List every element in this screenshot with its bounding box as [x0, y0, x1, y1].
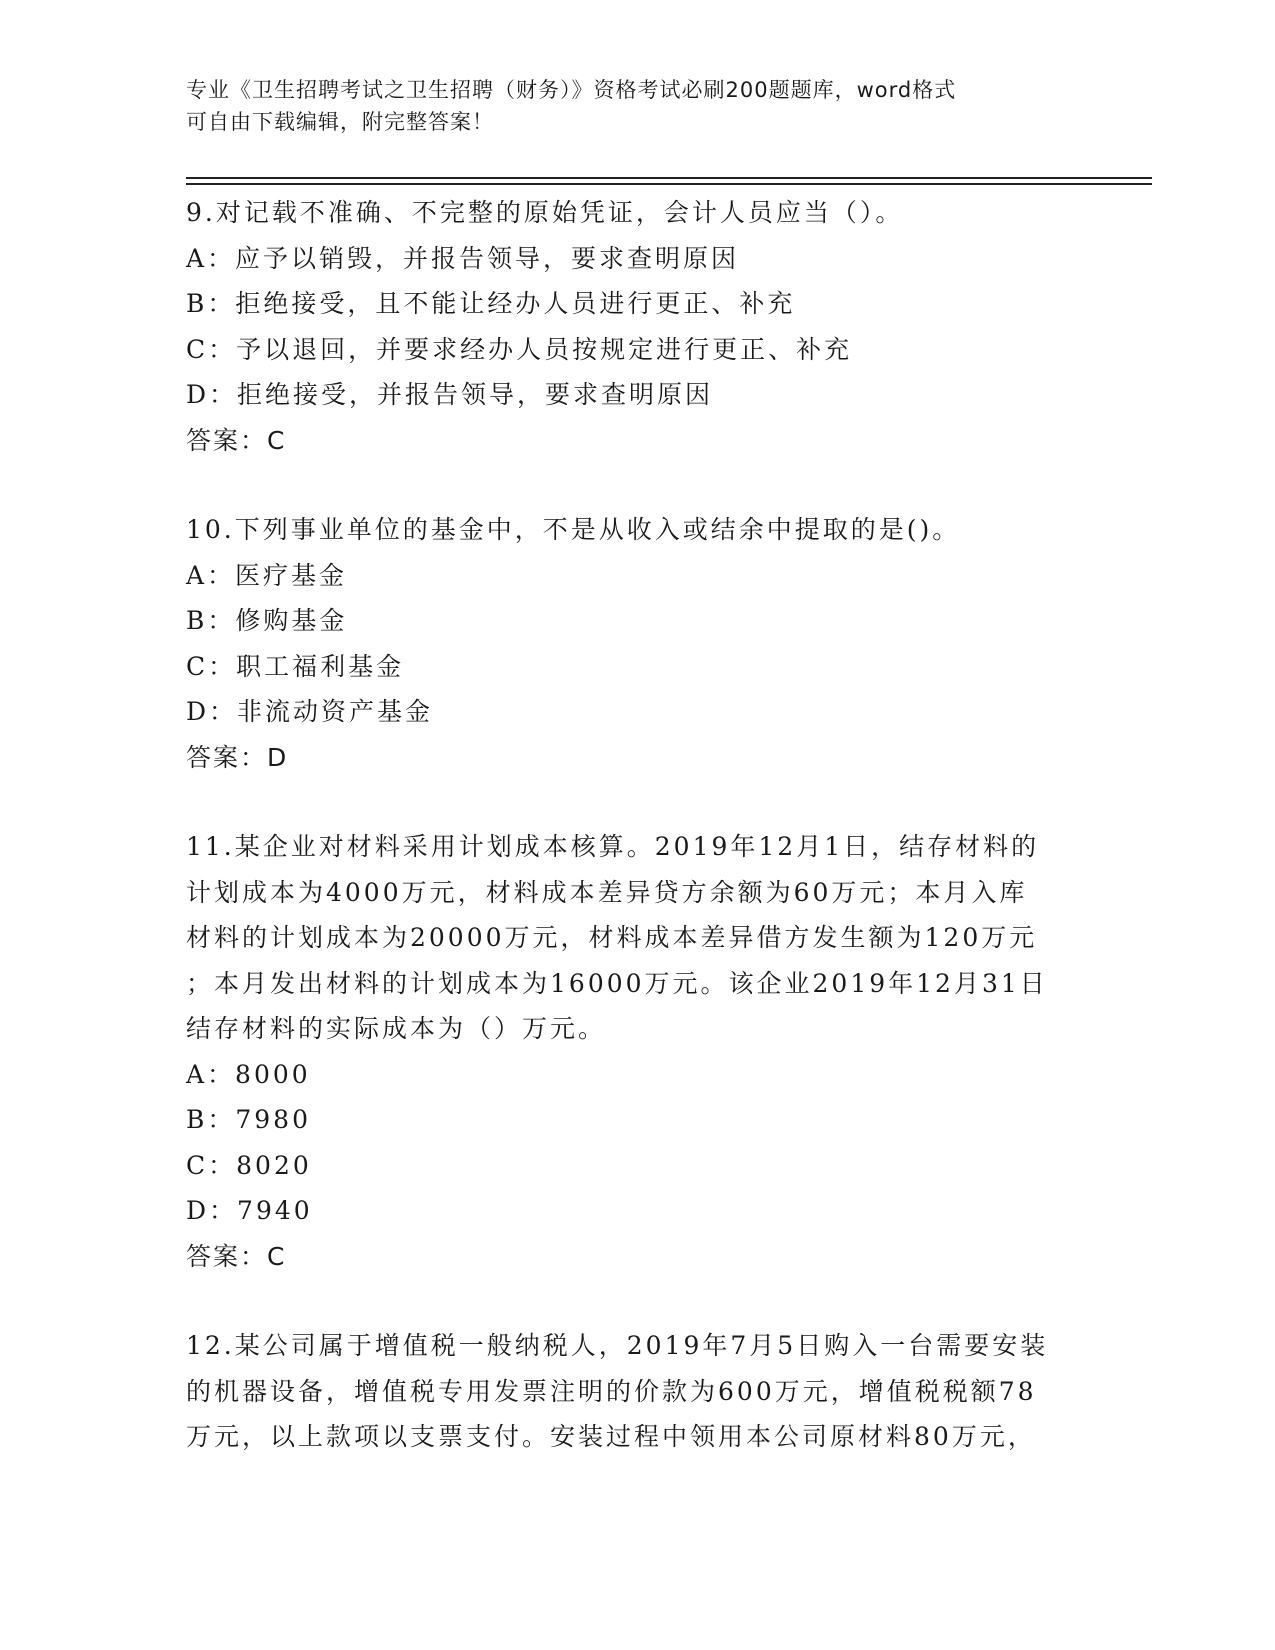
question-10	[186, 507, 1106, 780]
header-divider-bottom	[186, 183, 1152, 185]
option-b: B：拒绝接受，且不能让经办人员进行更正、补充	[186, 289, 796, 318]
question-9	[186, 190, 1106, 463]
document-header	[186, 74, 1066, 138]
option-c: C：职工福利基金	[186, 651, 405, 681]
question-11	[186, 824, 1106, 1279]
option-c: C：8020	[186, 1150, 312, 1180]
question-stem-line: 12.某公司属于增值税一般纳税人，2019年7月5日购入一台需要安装	[186, 1331, 1049, 1360]
header-divider-top	[186, 177, 1152, 179]
answer: 答案：C	[186, 425, 287, 455]
option-d: D：非流动资产基金	[186, 697, 434, 726]
answer: 答案：C	[186, 1241, 287, 1271]
answer: 答案：D	[186, 742, 289, 772]
question-stem-line: 结存材料的实际成本为（）万元。	[186, 1014, 607, 1043]
option-b: B：修购基金	[186, 606, 348, 635]
question-stem-line: ；本月发出材料的计划成本为16000万元。该企业2019年12月31日	[186, 968, 1048, 998]
question-stem: 9.对记载不准确、不完整的原始凭证，会计人员应当（）。	[186, 198, 904, 227]
option-a: A：医疗基金	[186, 560, 348, 590]
question-stem-line: 的机器设备，增值税专用发票注明的价款为600万元，增值税税额78	[186, 1376, 1037, 1406]
question-list	[186, 190, 1106, 1460]
option-a: A：应予以销毁，并报告领导，要求查明原因	[186, 243, 740, 273]
header-line-1: 专业《卫生招聘考试之卫生招聘（财务）》资格考试必刷200题题库，word格式	[186, 78, 957, 102]
question-stem-line: 计划成本为4000万元，材料成本差异贷方余额为60万元；本月入库	[186, 877, 1028, 907]
question-stem-line: 材料的计划成本为20000万元，材料成本差异借方发生额为120万元	[186, 923, 1038, 952]
question-stem: 10.下列事业单位的基金中，不是从收入或结余中提取的是()。	[186, 515, 961, 544]
option-d: D：7940	[186, 1196, 313, 1225]
option-b: B：7980	[186, 1105, 311, 1134]
question-stem-line: 11.某企业对材料采用计划成本核算。2019年12月1日，结存材料的	[186, 832, 1040, 861]
option-d: D：拒绝接受，并报告领导，要求查明原因	[186, 380, 714, 409]
option-a: A：8000	[186, 1059, 311, 1089]
option-c: C：予以退回，并要求经办人员按规定进行更正、补充	[186, 334, 853, 364]
header-line-2: 可自由下载编辑，附完整答案！	[186, 110, 494, 134]
question-12	[186, 1323, 1106, 1460]
question-stem-line: 万元，以上款项以支票支付。安装过程中领用本公司原材料80万元，	[186, 1422, 1036, 1451]
